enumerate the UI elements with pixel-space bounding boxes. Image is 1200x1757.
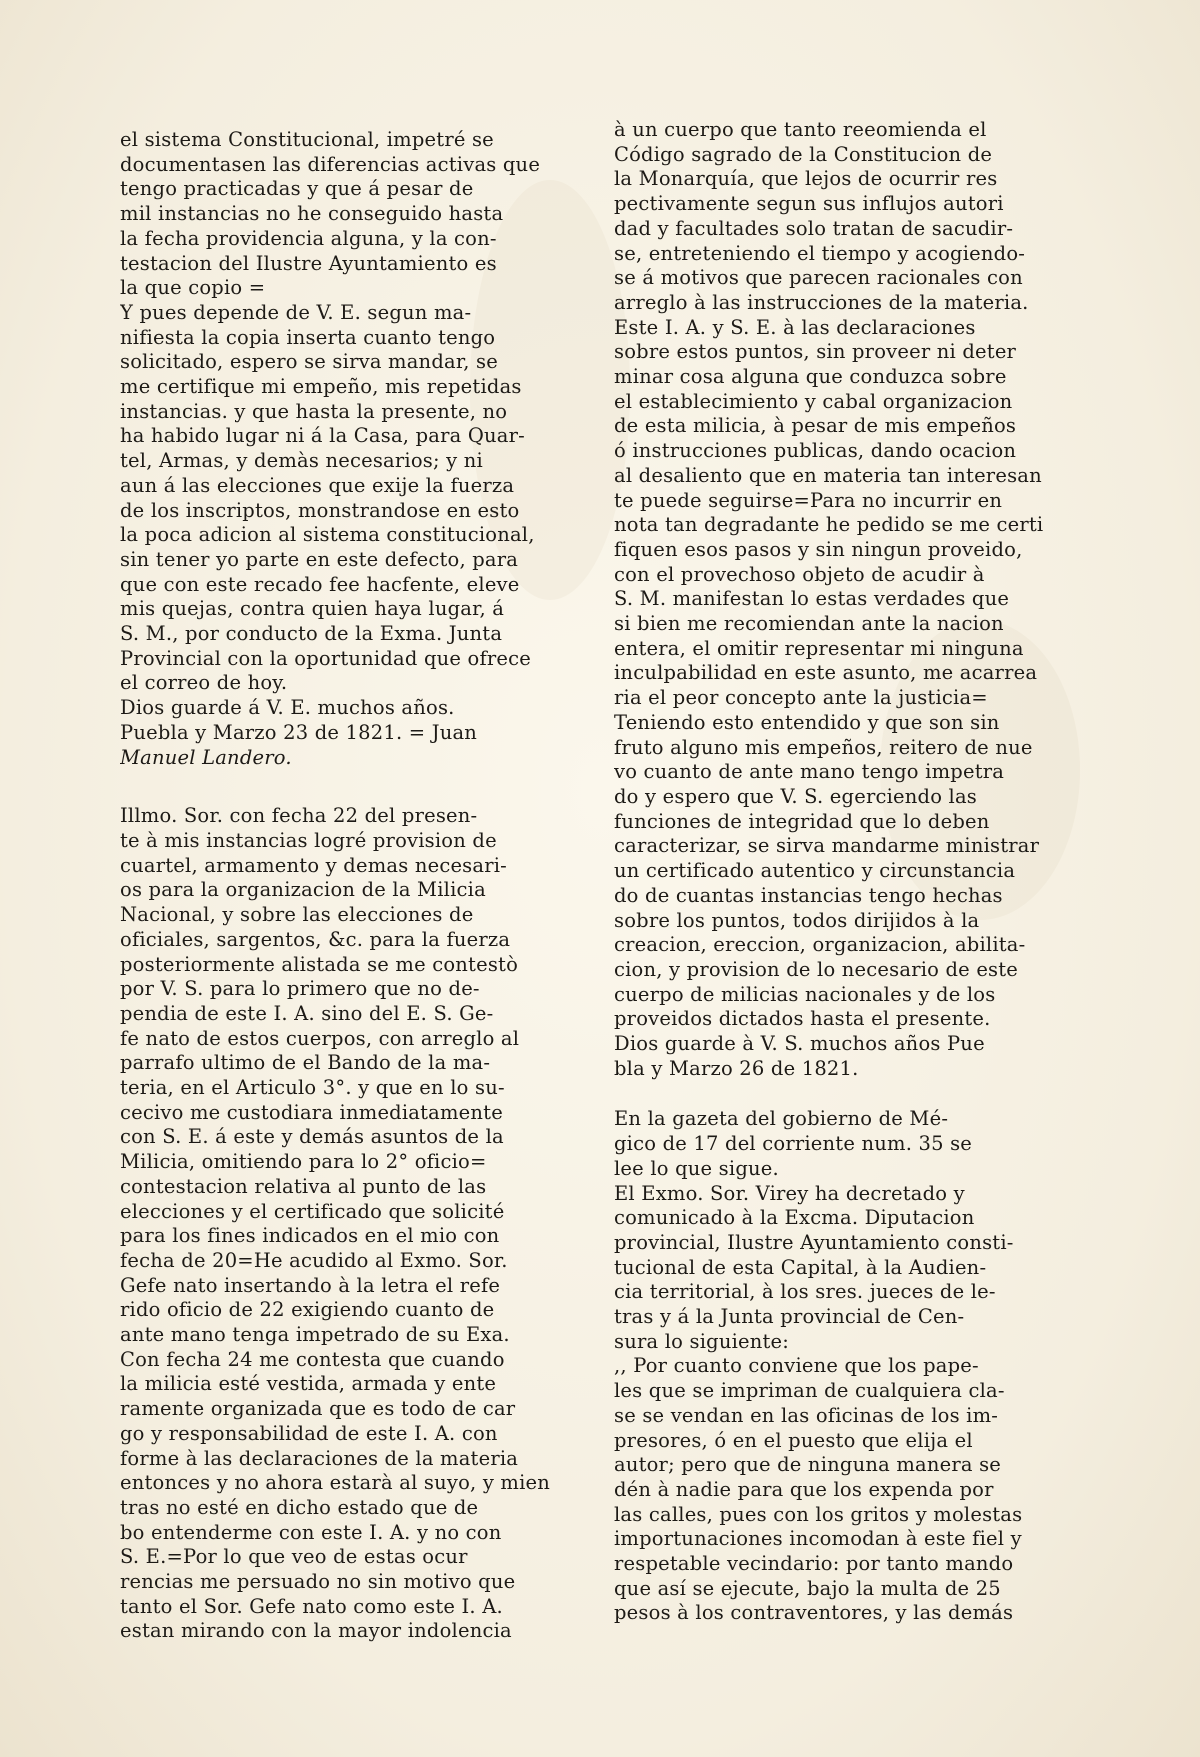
text-line: bla y Marzo 26 de 1821. (614, 1056, 859, 1080)
text-line: importunaciones incomodan à este fiel y (614, 1527, 1022, 1551)
text-line: tras no esté en dicho estado que de (120, 1495, 479, 1519)
right-text-block-2 (614, 1107, 1079, 1626)
text-line: ria el peor concepto ante la justicia= (614, 686, 988, 710)
text-line: estan mirando con la mayor indolencia (120, 1619, 512, 1643)
text-line: Provincial con la oportunidad que ofrece (120, 646, 532, 670)
text-line: mil instancias no he conseguido hasta (120, 202, 504, 226)
text-line: sin tener yo parte en este defecto, para (120, 547, 519, 571)
text-line: à un cuerpo que tanto reeomienda el (614, 118, 987, 141)
text-line: go y responsabilidad de este I. A. con (120, 1421, 498, 1445)
text-line: proveidos dictados hasta el presente. (614, 1007, 991, 1031)
text-line: dad y facultades solo tratan de sacudir- (614, 216, 1014, 240)
text-line: creacion, ereccion, organizacion, abilita- (614, 933, 1026, 957)
text-line: Dios guarde à V. S. muchos años Pue (614, 1032, 985, 1056)
text-line: nifiesta la copia inserta cuanto tengo (120, 325, 496, 349)
text-line: arreglo à las instrucciones de la materia. (614, 290, 1029, 314)
text-line: tel, Armas, y demàs necesarios; y ni (120, 449, 483, 473)
text-line: les que se impriman de cualquiera cla- (614, 1379, 1005, 1403)
text-line: que con este recado fee hacfente, eleve (120, 572, 520, 596)
text-line: se, entreteniendo el tiempo y acogiendo- (614, 241, 1026, 265)
text-line: por V. S. para lo primero que no de- (120, 977, 480, 1001)
text-line: para los fines indicados en el mio con (120, 1224, 500, 1248)
text-line: cuerpo de milicias nacionales y de los (614, 982, 996, 1006)
signature: Manuel Landero. (120, 745, 292, 769)
text-line: os para la organizacion de la Milicia (120, 878, 486, 902)
text-line: las calles, pues con los gritos y molestas (614, 1502, 1023, 1526)
text-line: de los inscriptos, monstrandose en esto (120, 498, 520, 522)
text-line: El Exmo. Sor. Virey ha decretado y (614, 1181, 965, 1205)
text-line: entonces y no ahora estarà al suyo, y mien (120, 1471, 551, 1495)
text-line: la Monarquía, que lejos de ocurrir res (614, 167, 998, 191)
text-line: pectivamente segun sus influjos autori (614, 192, 1004, 216)
text-line: tucional de esta Capital, à la Audien- (614, 1255, 987, 1279)
text-line: do y espero que V. S. egerciendo las (614, 784, 978, 808)
text-line: cuartel, armamento y demas necesari- (120, 853, 507, 877)
text-line: Puebla y Marzo 23 de 1821. = Juan (120, 720, 478, 744)
text-line: instancias. y que hasta la presente, no (120, 399, 508, 423)
text-line: posteriormente alistada se me contestò (120, 952, 519, 976)
left-column (120, 128, 572, 1644)
text-line: el establecimiento y cabal organizacion (614, 389, 1013, 413)
text-line: rencias me persuado no sin motivo que (120, 1570, 516, 1594)
text-line: de esta milicia, à pesar de mis empeños (614, 414, 1017, 438)
text-line: S. E.=Por lo que veo de estas ocur (120, 1545, 468, 1569)
text-line: Teniendo esto entendido y que son sin (614, 710, 1000, 734)
text-line: fruto alguno mis empeños, reitero de nue (614, 735, 1033, 759)
text-line: el sistema Constitucional, impetré se (120, 128, 494, 151)
text-line: un certificado autentico y circunstancia (614, 859, 1016, 883)
text-line: ha habido lugar ni á la Casa, para Quar- (120, 424, 525, 448)
text-line: se se vendan en las oficinas de los im- (614, 1403, 999, 1427)
text-line: vo cuanto de ante mano tengo impetra (614, 760, 1005, 784)
text-line: entera, el omitir representar mi ninguna (614, 636, 1024, 660)
text-line: sobre los puntos, todos dirijidos à la (614, 908, 980, 932)
text-line: S. M. manifestan lo estas verdades que (614, 587, 1010, 611)
text-line: rido oficio de 22 exigiendo cuanto de (120, 1298, 495, 1322)
text-line: fecha de 20=He acudido al Exmo. Sor. (120, 1248, 508, 1272)
right-column (614, 118, 1079, 1626)
text-line: provincial, Ilustre Ayuntamiento consti- (614, 1230, 1014, 1254)
text-line: contestacion relativa al punto de las (120, 1174, 487, 1198)
text-line: te à mis instancias logré provision de (120, 828, 497, 852)
text-line: testacion del Ilustre Ayuntamiento es (120, 251, 497, 275)
text-line: En la gazeta del gobierno de Mé- (614, 1107, 949, 1131)
text-line: fiquen esos pasos y sin ningun proveido, (614, 537, 1023, 561)
text-line: con S. E. á este y demás asuntos de la (120, 1125, 504, 1149)
text-line: si bien me recomiendan ante la nacion (614, 612, 1004, 636)
text-line: gico de 17 del corriente num. 35 se (614, 1132, 973, 1156)
text-line: ante mano tenga impetrado de su Exa. (120, 1323, 510, 1347)
text-line: forme à las declaraciones de la materia (120, 1446, 519, 1470)
text-line: teria, en el Articulo 3°. y que en lo su- (120, 1076, 505, 1100)
text-line: que así se ejecute, bajo la multa de 25 (614, 1576, 1001, 1600)
text-line: Nacional, y sobre las elecciones de (120, 903, 474, 927)
text-line: ramente organizada que es todo de car (120, 1397, 516, 1421)
text-line: cion, y provision de lo necesario de este (614, 957, 1019, 981)
text-line: Milicia, omitiendo para lo 2° oficio= (120, 1150, 487, 1174)
right-text-block-1 (614, 118, 1079, 1081)
text-line: la poca adicion al sistema constitucional, (120, 523, 535, 547)
text-line: Dios guarde á V. E. muchos años. (120, 696, 455, 720)
text-line: la que copio = (120, 276, 266, 300)
text-line: solicitado, espero se sirva mandar, se (120, 350, 498, 374)
text-line: mis quejas, contra quien haya lugar, á (120, 597, 505, 621)
text-line: aun á las elecciones que exije la fuerza (120, 473, 515, 497)
text-line: minar cosa alguna que conduzca sobre (614, 365, 1007, 389)
left-text-block-1 (120, 128, 572, 746)
text-line: se á motivos que parecen racionales con (614, 266, 1023, 290)
text-line: Illmo. Sor. con fecha 22 del presen- (120, 804, 478, 828)
text-line: cecivo me custodiara inmediatamente (120, 1100, 503, 1124)
text-line: tanto el Sor. Gefe nato como este I. A. (120, 1594, 503, 1618)
text-line: dén à nadie para que los expenda por (614, 1477, 994, 1501)
text-line: Código sagrado de la Constitucion de (614, 142, 993, 166)
text-line: oficiales, sargentos, &c. para la fuerza (120, 927, 511, 951)
text-line: lee lo que sigue. (614, 1156, 779, 1180)
text-line: comunicado à la Excma. Diputacion (614, 1206, 975, 1230)
text-line: la milicia esté vestida, armada y ente (120, 1372, 497, 1396)
text-line: ó instrucciones publicas, dando ocacion (614, 439, 1017, 463)
text-line: nota tan degradante he pedido se me certi (614, 513, 1044, 537)
text-line: con el provechoso objeto de acudir à (614, 562, 985, 586)
left-text-block-2 (120, 804, 572, 1644)
text-line: tras y á la Junta provincial de Cen- (614, 1305, 965, 1329)
text-line: me certifique mi empeño, mis repetidas (120, 375, 522, 399)
text-line: documentasen las diferencias activas que (120, 152, 541, 176)
text-line: elecciones y el certificado que solicité (120, 1199, 505, 1223)
text-line: ,, Por cuanto conviene que los pape- (614, 1354, 979, 1378)
text-line: la fecha providencia alguna, y la con- (120, 226, 497, 250)
text-line: sura lo siguiente: (614, 1329, 790, 1353)
text-line: al desaliento que en materia tan interesan (614, 463, 1042, 487)
text-line: el correo de hoy. (120, 671, 288, 695)
text-line: tengo practicadas y que á pesar de (120, 177, 474, 201)
text-line: autor; pero que de ninguna manera se (614, 1453, 1002, 1477)
text-line: parrafo ultimo de el Bando de la ma- (120, 1051, 491, 1075)
text-line: sobre estos puntos, sin proveer ni deter (614, 340, 1017, 364)
text-line: Este I. A. y S. E. à las declaraciones (614, 315, 976, 339)
text-line: te puede seguirse=Para no incurrir en (614, 488, 1003, 512)
text-line: Y pues depende de V. E. segun ma- (120, 300, 472, 324)
text-line: caracterizar, se sirva mandarme ministrar (614, 834, 1040, 858)
text-line: pendia de este I. A. sino del E. S. Ge- (120, 1001, 494, 1025)
text-line: cia territorial, à los sres. jueces de le- (614, 1280, 996, 1304)
text-line: S. M., por conducto de la Exma. Junta (120, 622, 503, 646)
text-line: Con fecha 24 me contesta que cuando (120, 1347, 505, 1371)
text-line: fe nato de estos cuerpos, con arreglo al (120, 1026, 520, 1050)
text-line: presores, ó en el puesto que elija el (614, 1428, 973, 1452)
text-line: pesos à los contraventores, y las demás (614, 1601, 1014, 1625)
text-line: funciones de integridad que lo deben (614, 809, 990, 833)
text-line: Gefe nato insertando à la letra el refe (120, 1273, 501, 1297)
text-line: do de cuantas instancias tengo hechas (614, 883, 1003, 907)
text-line: bo entenderme con este I. A. y no con (120, 1520, 502, 1544)
text-line: inculpabilidad en este asunto, me acarrea (614, 661, 1038, 685)
text-line: respetable vecindario: por tanto mando (614, 1552, 1014, 1576)
